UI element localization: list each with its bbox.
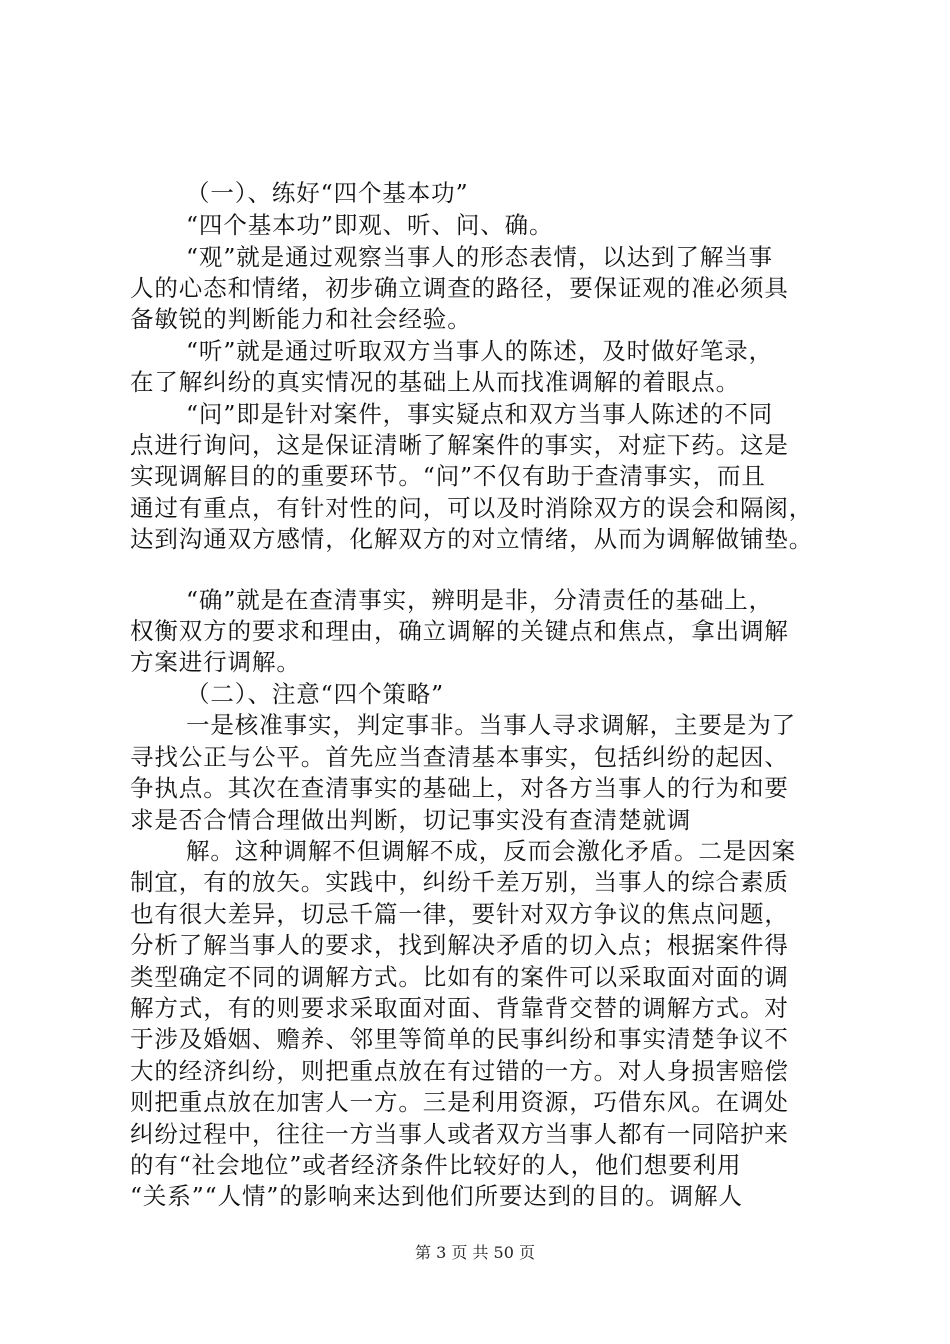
paragraph-line: 制宜，有的放矢。实践中，纠纷千差万别，当事人的综合素质 [130, 868, 789, 896]
paragraph-line: 类型确定不同的调解方式。比如有的案件可以采取面对面的调 [130, 963, 789, 991]
paragraph-line: 一是核准事实，判定事非。当事人寻求调解，主要是为了 [186, 711, 796, 739]
paragraph-line: 人的心态和情绪，初步确立调查的路径，要保证观的准必须具 [130, 274, 789, 302]
paragraph-line: 也有很大差异，切忌千篇一律，要针对双方争议的焦点问题， [130, 900, 789, 928]
paragraph-line: 争执点。其次在查清事实的基础上，对各方当事人的行为和要 [130, 774, 789, 802]
paragraph-line: 的有“社会地位”或者经济条件比较好的人，他们想要利用 [130, 1151, 742, 1179]
paragraph-line: 解。这种调解不但调解不成，反而会激化矛盾。二是因案 [186, 837, 796, 865]
paragraph-line: 分析了解当事人的要求，找到解决矛盾的切入点；根据案件得 [130, 931, 789, 959]
paragraph-line: “听”就是通过听取双方当事人的陈述，及时做好笔录， [186, 337, 774, 365]
paragraph-line: 大的经济纠纷，则把重点放在有过错的一方。对人身损害赔偿 [130, 1057, 789, 1085]
page-footer: 第 3 页 共 50 页 [415, 1243, 535, 1262]
paragraph-line: 解方式，有的则要求采取面对面、背靠背交替的调解方式。对 [130, 994, 789, 1022]
paragraph-line: “问”即是针对案件，事实疑点和双方当事人陈述的不同 [186, 400, 774, 428]
paragraph-line: 求是否合情合理做出判断，切记事实没有查清楚就调 [130, 806, 692, 834]
paragraph-line: 实现调解目的的重要环节。“问”不仅有助于查清事实，而且 [130, 462, 766, 490]
paragraph-line: “四个基本功”即观、听、问、确。 [186, 211, 554, 239]
paragraph-line: 纠纷过程中，往往一方当事人或者双方当事人都有一同陪护来 [130, 1120, 789, 1148]
paragraph-line: 于涉及婚姻、赡养、邻里等简单的民事纠纷和事实清楚争议不 [130, 1025, 789, 1053]
paragraph-line: “观”就是通过观察当事人的形态表情，以达到了解当事 [186, 243, 774, 271]
paragraph-line: “确”就是在查清事实，辨明是非，分清责任的基础上， [186, 586, 774, 614]
paragraph-line: 达到沟通双方感情，化解双方的对立情绪，从而为调解做铺垫。 [130, 525, 814, 553]
section-heading-1: （一）、练好“四个基本功” [186, 179, 469, 207]
paragraph-line: 在了解纠纷的真实情况的基础上从而找准调解的着眼点。 [130, 368, 740, 396]
paragraph-line: 寻找公正与公平。首先应当查清基本事实，包括纠纷的起因、 [130, 743, 789, 771]
paragraph-line: 备敏锐的判断能力和社会经验。 [130, 305, 472, 333]
paragraph-line: “关系”“人情”的影响来达到他们所要达到的目的。调解人 [130, 1182, 743, 1210]
paragraph-line: 权衡双方的要求和理由，确立调解的关键点和焦点，拿出调解 [130, 617, 789, 645]
paragraph-line: 通过有重点，有针对性的问，可以及时消除双方的误会和隔阂， [130, 494, 814, 522]
paragraph-line: 则把重点放在加害人一方。三是利用资源，巧借东风。在调处 [130, 1088, 789, 1116]
paragraph-line: 点进行询问，这是保证清晰了解案件的事实，对症下药。这是 [130, 431, 789, 459]
paragraph-line: 方案进行调解。 [130, 648, 301, 676]
section-heading-2: （二）、注意“四个策略” [186, 680, 445, 708]
